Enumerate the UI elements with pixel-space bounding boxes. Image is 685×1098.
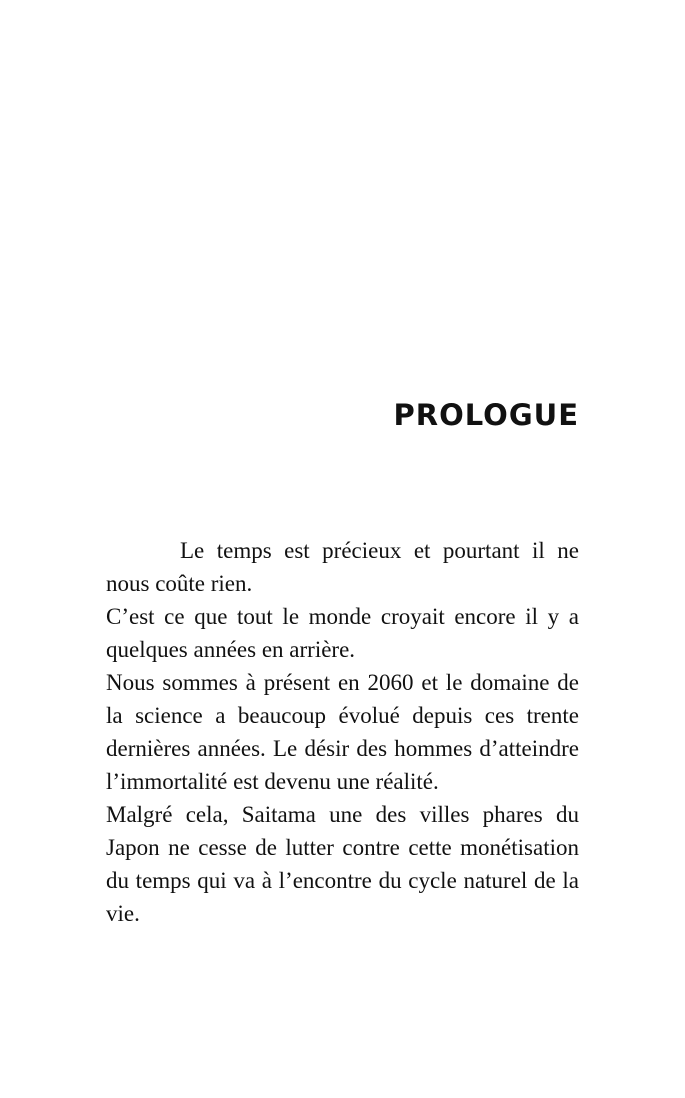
- paragraph: Nous sommes à présent en 2060 et le domaine de la science a beaucoup évolué depuis ces trente dernières années. Le désir des hommes d’atteindre l’immortalité est devenu une réalité.: [106, 670, 579, 794]
- paragraph: Malgré cela, Saitama une des villes phares du Japon ne cesse de lutter contre cette monétisation du temps qui va à l’encontre du cycle naturel de la vie.: [106, 802, 579, 926]
- paragraph: Le temps est précieux et pourtant il ne nous coûte rien.: [106, 538, 579, 596]
- prologue-text: [106, 534, 579, 930]
- paragraph: C’est ce que tout le monde croyait encore il y a quelques années en arrière.: [106, 604, 579, 662]
- chapter-title: PROLOGUE: [393, 398, 579, 432]
